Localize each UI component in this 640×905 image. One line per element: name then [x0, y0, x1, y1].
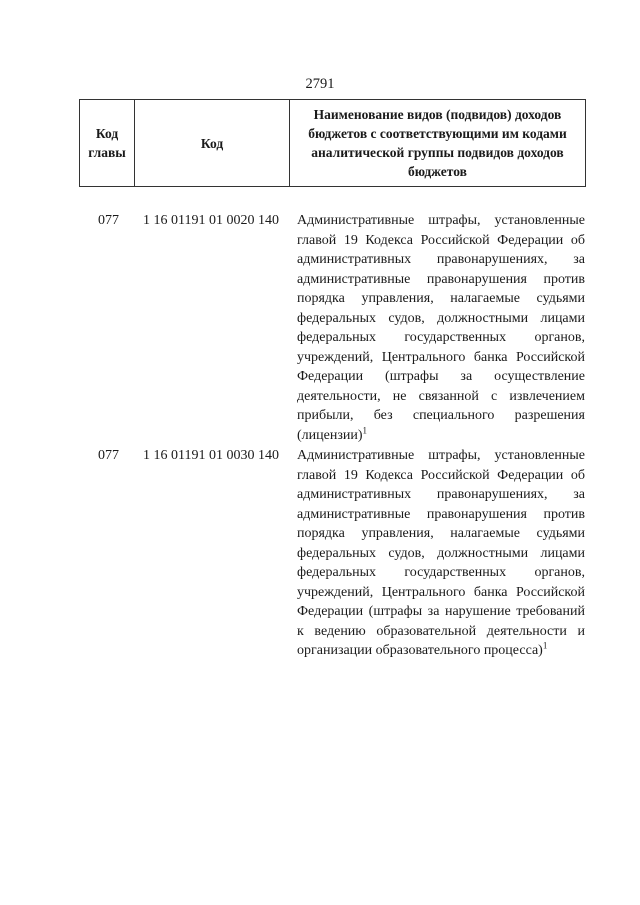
header-chapter-code-label: Код главы	[88, 126, 126, 160]
header-code	[135, 100, 290, 187]
row-description-text: Административные штрафы, установленные главой 19 Кодекса Российской Федерации об административных правонарушениях, за административные правонарушения против порядка управления, налагаемые судьями федеральных судов, должностными лицами федеральных государственных органов, учреждений, Центрального банка Российской Федерации (штрафы за нарушение требований к ведению образовательной деятельности и организации образовательного процесса)	[297, 448, 585, 658]
page-number: 2791	[305, 76, 335, 92]
row-chapter-code: 077	[98, 213, 119, 228]
row-budget-code: 1 16 01191 01 0030 140	[143, 448, 279, 463]
row-description	[297, 211, 585, 445]
footnote-marker: 1	[542, 640, 548, 651]
header-name-label: Наименование видов (подвидов) доходов бюджетов с соответствующими им кодами аналитической группы подвидов доходов бюджетов	[308, 107, 567, 179]
header-name	[290, 100, 586, 187]
footnote-marker: 1	[362, 424, 368, 435]
row-chapter-code: 077	[98, 448, 119, 463]
row-description	[297, 446, 585, 661]
row-budget-code: 1 16 01191 01 0020 140	[143, 213, 279, 228]
header-code-label: Код	[200, 135, 224, 151]
header-chapter-code	[80, 100, 135, 187]
table-header	[79, 99, 586, 187]
row-description-text: Административные штрафы, установленные главой 19 Кодекса Российской Федерации об административных правонарушениях, за административные правонарушения против порядка управления, налагаемые судьями федеральных судов, должностными лицами федеральных государственных органов, учреждений, Центрального банка Российской Федерации (штрафы за осуществление деятельности, не связанной с извлечением прибыли, без специального разрешения (лицензии)	[297, 213, 585, 443]
